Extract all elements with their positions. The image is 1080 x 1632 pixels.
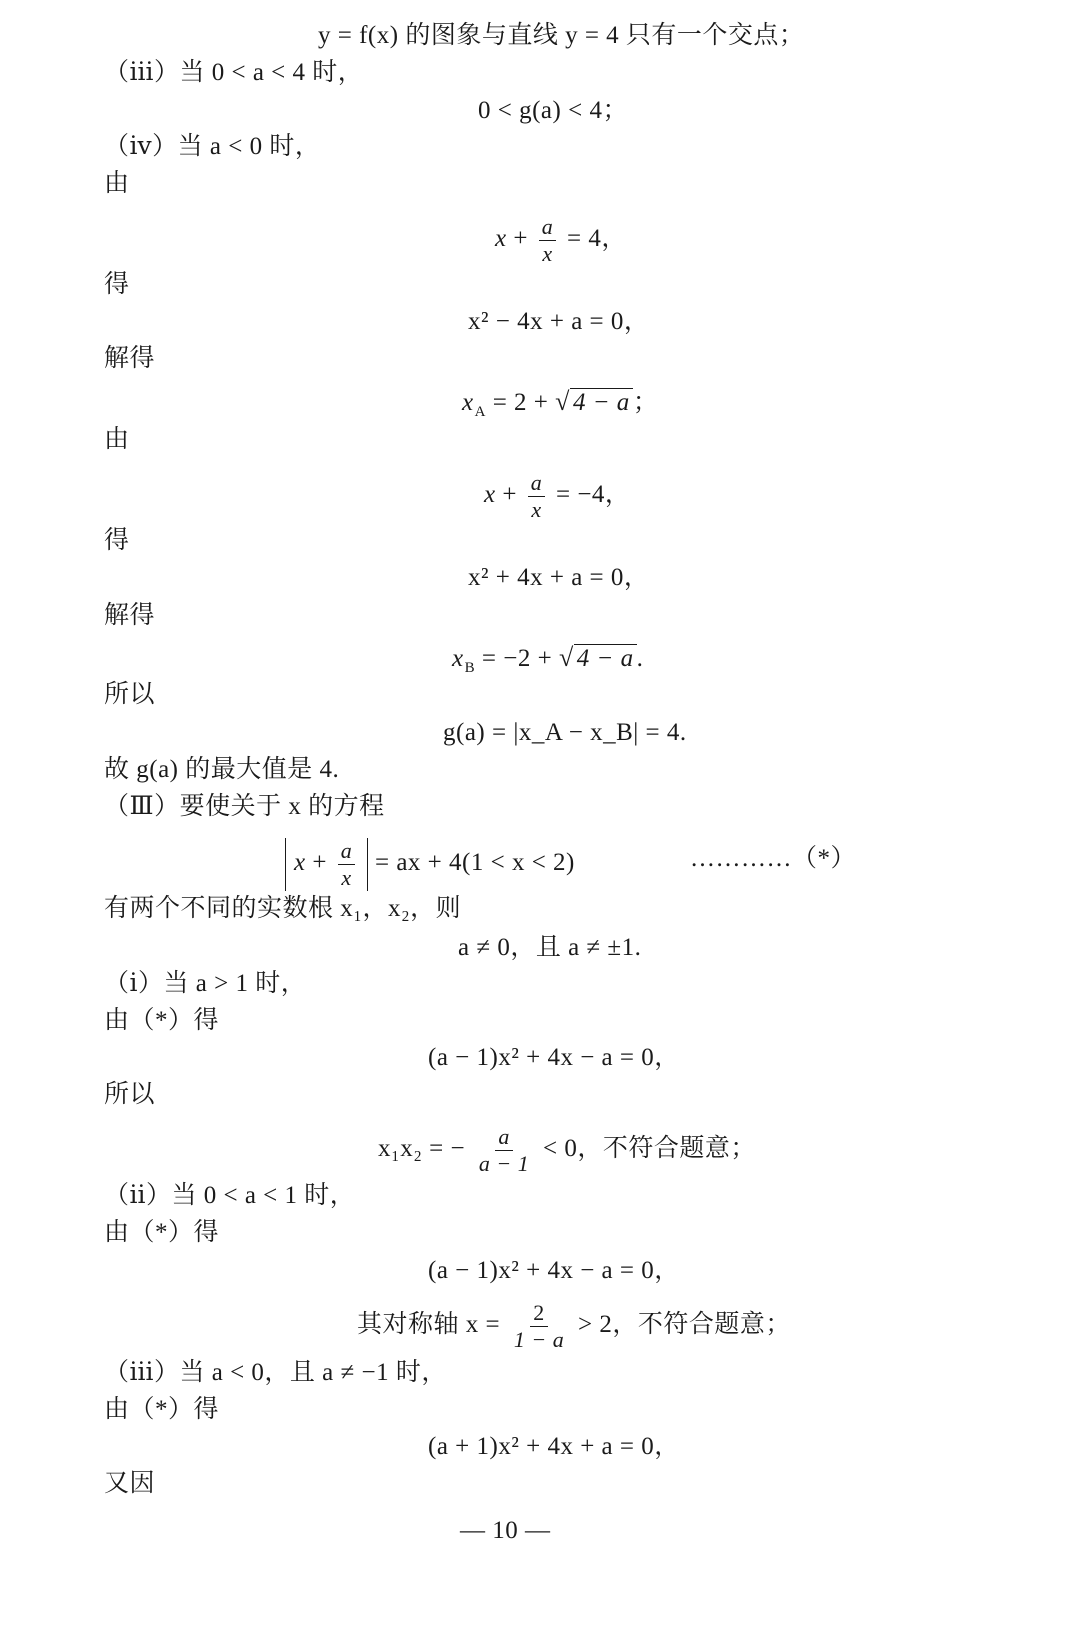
text-line: 由	[104, 426, 130, 453]
text-line: y = f(x) 的图象与直线 y = 4 只有一个交点；	[318, 22, 805, 49]
fraction: $\frac{2}{1 - a}$	[513, 1300, 565, 1352]
absolute-value: x + $\frac{a}{x}$	[285, 838, 368, 891]
text-line: 得	[104, 527, 130, 554]
axis-of-symmetry: 其对称轴 x = $\frac{2}{1 - a}$ > 2，不符合题意；	[357, 1300, 791, 1352]
fraction: $\frac{a}{a - 1}$	[478, 1124, 530, 1176]
page-number: — 10 —	[460, 1517, 551, 1544]
case-heading: （ⅱ）当 0 < a < 1 时，	[104, 1182, 356, 1209]
solution-xb: $x_B = -2$ + √ 4 − a .	[452, 643, 644, 676]
quadratic-equation: x² − 4x + a = 0，	[468, 308, 650, 335]
quadratic-equation: x² + 4x + a = 0，	[468, 564, 650, 591]
conclusion-line: 故 g(a) 的最大值是 4.	[104, 756, 340, 783]
radicand: 4 − a	[574, 644, 637, 673]
text-line: 解得	[104, 602, 156, 629]
case-heading: （ⅲ）当 a < 0，且 a ≠ −1 时，	[104, 1359, 447, 1386]
equation-tag: …………（*）	[690, 845, 857, 872]
inequality: 0 < g(a) < 4；	[478, 97, 628, 124]
text-line: 解得	[104, 345, 156, 372]
quadratic-equation: (a − 1)x² + 4x − a = 0，	[428, 1044, 680, 1071]
text-line: 由（*）得	[104, 1219, 220, 1246]
text-line: 得	[104, 271, 130, 298]
fraction: $\frac{a}{x}$	[338, 838, 356, 891]
text-line: 又因	[104, 1470, 156, 1497]
g-of-a-result: g(a) = |x_A − x_B| = 4.	[443, 719, 687, 746]
condition-line: a ≠ 0，且 a ≠ ±1.	[458, 934, 642, 961]
text-line: 所以	[104, 681, 156, 708]
quadratic-equation: (a + 1)x² + 4x + a = 0，	[428, 1433, 680, 1460]
equation-x-plus-a-over-x-eq-4: x + $\frac{a}{x}$ = 4，	[495, 214, 627, 266]
case-heading: （ⅰ）当 a > 1 时，	[104, 970, 307, 997]
fraction: $\frac{a}{x}$	[528, 470, 546, 523]
equation-x-plus-a-over-x-eq-neg4: x + $\frac{a}{x}$ = −4，	[484, 470, 631, 522]
product-of-roots: x₁x₂ = − $\frac{a}{a - 1}$ < 0，不符合题意；	[378, 1124, 756, 1176]
text-line: 由	[104, 170, 130, 197]
text-line: 所以	[104, 1081, 156, 1108]
case-heading: （ⅳ）当 a < 0 时，	[104, 133, 321, 160]
solution-xa: $x_A = 2$ + √ 4 − a ；	[462, 387, 659, 420]
quadratic-equation: (a − 1)x² + 4x − a = 0，	[428, 1257, 680, 1284]
radicand: 4 − a	[570, 388, 633, 417]
text-line: 由（*）得	[104, 1396, 220, 1423]
part-heading: （Ⅲ）要使关于 x 的方程	[104, 793, 385, 820]
case-heading: （ⅲ）当 0 < a < 4 时，	[104, 59, 364, 86]
text-line: 由（*）得	[104, 1007, 220, 1034]
text-line: 有两个不同的实数根 x₁，x₂，则	[104, 895, 462, 922]
absolute-value-equation: x + $\frac{a}{x}$ = ax + 4(1 < x < 2)	[285, 838, 575, 891]
fraction: $\frac{a}{x}$	[539, 214, 557, 267]
